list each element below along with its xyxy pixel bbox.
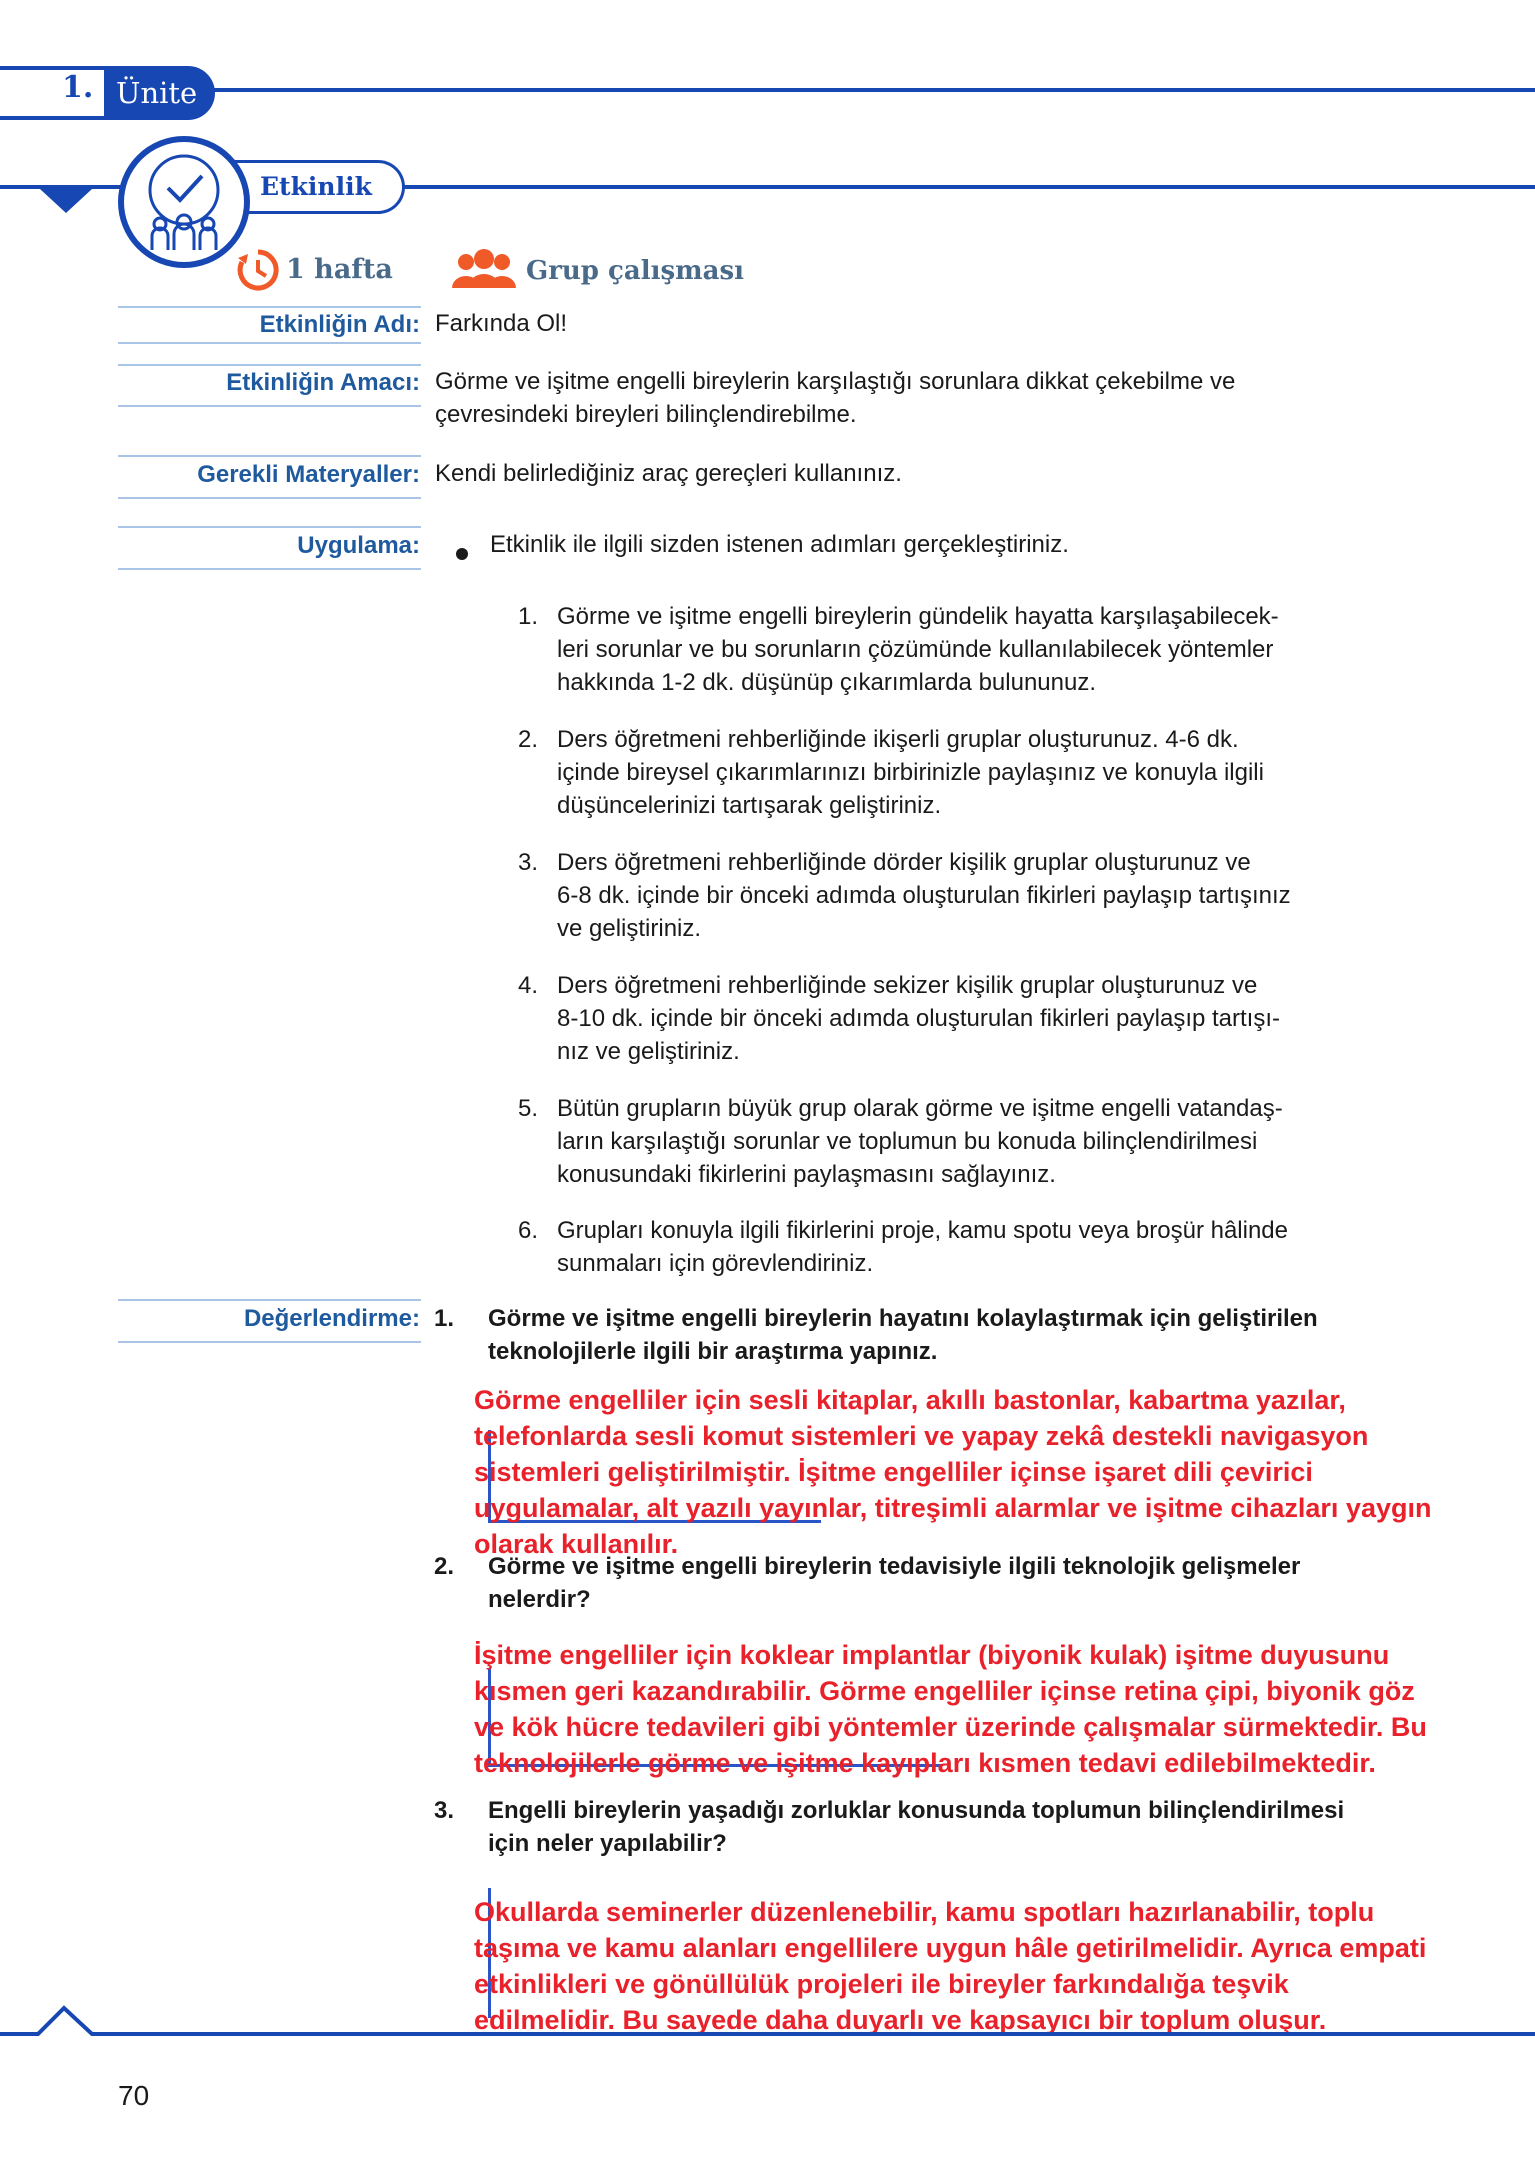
answer-line: Okullarda seminerler düzenlenebilir, kamu spotları hazırlanabilir, toplu: [474, 1897, 1375, 1927]
answer-line: teknolojilerle görme ve işitme kayıpları kısmen tedavi edilebilmektedir.: [474, 1748, 1376, 1778]
question-line: Görme ve işitme engelli bireylerin hayatını kolaylaştırmak için geliştirilen: [488, 1305, 1318, 1332]
footer-peak-icon: [0, 2000, 1535, 2040]
purpose-label: Etkinliğin Amacı:: [226, 369, 420, 396]
step-text: [557, 969, 1387, 1068]
materials-label: Gerekli Materyaller:: [197, 461, 420, 488]
purpose-value-line2: çevresindeki bireyleri bilinçlendirebilme.: [435, 401, 857, 428]
mode-text: Grup çalışması: [526, 256, 744, 286]
step-text: [557, 846, 1387, 945]
step-line: Grupları konuyla ilgili fikirlerini proje, kamu spotu veya broşür hâlinde: [557, 1217, 1289, 1244]
step-line: leri sorunlar ve bu sorunların çözümünde kullanılabilecek yöntemler: [557, 636, 1274, 663]
page-number: 70: [118, 2080, 150, 2111]
step-line: konusundaki fikirlerini paylaşmasını sağlayınız.: [557, 1161, 1056, 1188]
answer-line: edilmelidir. Bu sayede daha duyarlı ve kapsayıcı bir toplum oluşur.: [474, 2005, 1327, 2035]
rule: [118, 342, 421, 344]
question-line: Engelli bireylerin yaşadığı zorluklar konusunda toplumun bilinçlendirilmesi: [488, 1797, 1345, 1824]
step-line: içinde bireysel çıkarımlarınızı birbirinizle paylaşınız ve konuyla ilgili: [557, 759, 1264, 786]
step-text: [557, 1092, 1387, 1191]
step-number: 2.: [518, 726, 539, 753]
rule: [118, 364, 421, 366]
rule: [118, 1341, 421, 1343]
step-line: nız ve geliştiriniz.: [557, 1038, 740, 1065]
step-text: [557, 723, 1387, 822]
clock-icon: [236, 248, 280, 292]
question-text: [488, 1550, 1388, 1616]
step-line: sunmaları için görevlendiriniz.: [557, 1250, 874, 1277]
answer-line: telefonlarda sesli komut sistemleri ve yapay zekâ destekli navigasyon: [474, 1421, 1369, 1451]
step-line: ların karşılaştığı sorunlar ve toplumun bu konuda bilinçlendirilmesi: [557, 1128, 1258, 1155]
rule: [118, 497, 421, 499]
question-text: [488, 1302, 1388, 1368]
step-line: Görme ve işitme engelli bireylerin gündelik hayatta karşılaşabilecek-: [557, 603, 1279, 630]
header-rule-top: [200, 88, 1535, 92]
question-line: nelerdir?: [488, 1586, 591, 1613]
step-line: Bütün grupların büyük grup olarak görme ve işitme engelli vatandaş-: [557, 1095, 1283, 1122]
unit-label: Ünite: [104, 68, 214, 118]
answer-line: kısmen geri kazandırabilir. Görme engelliler içinse retina çipi, biyonik göz: [474, 1676, 1415, 1706]
answer-line: olarak kullanılır.: [474, 1529, 679, 1559]
question-number: 3.: [434, 1797, 455, 1824]
answer-line: uygulamalar, alt yazılı yayınlar, titreşimli alarmlar ve işitme cihazları yaygın: [474, 1493, 1432, 1523]
answer-line: etkinlikleri ve gönüllülük projeleri ile bireyler farkındalığa teşvik: [474, 1969, 1289, 1999]
answer-line: İşitme engelliler için koklear implantlar (biyonik kulak) işitme duyusunu: [474, 1640, 1390, 1670]
step-line: 6-8 dk. içinde bir önceki adımda oluşturulan fikirleri paylaşıp tartışınız: [557, 882, 1291, 909]
unit-number: 1.: [62, 70, 94, 105]
step-number: 5.: [518, 1095, 539, 1122]
rule: [118, 1299, 421, 1301]
step-line: Ders öğretmeni rehberliğinde sekizer kişilik gruplar oluşturunuz ve: [557, 972, 1258, 999]
question-line: Görme ve işitme engelli bireylerin tedavisiyle ilgili teknolojik gelişmeler: [488, 1553, 1301, 1580]
evaluation-label: Değerlendirme:: [243, 1305, 420, 1332]
application-intro: Etkinlik ile ilgili sizden istenen adımları gerçekleştiriniz.: [490, 531, 1069, 558]
step-number: 6.: [518, 1217, 539, 1244]
name-label: Etkinliğin Adı:: [259, 311, 420, 338]
question-number: 1.: [434, 1305, 455, 1332]
step-line: Ders öğretmeni rehberliğinde ikişerli gruplar oluşturunuz. 4-6 dk.: [557, 726, 1239, 753]
purpose-value-line1: Görme ve işitme engelli bireylerin karşılaştığı sorunlara dikkat çekebilme ve: [435, 368, 1236, 395]
group-clock-icon: [124, 142, 244, 262]
question-text: [488, 1794, 1388, 1860]
materials-value: Kendi belirlediğiniz araç gereçleri kullanınız.: [435, 460, 902, 487]
question-number: 2.: [434, 1553, 455, 1580]
bullet-dot: [456, 548, 468, 560]
rule: [118, 306, 421, 308]
answer-text: [474, 1382, 1514, 1562]
step-line: ve geliştiriniz.: [557, 915, 702, 942]
step-line: Ders öğretmeni rehberliğinde dörder kişilik gruplar oluşturunuz ve: [557, 849, 1251, 876]
step-line: düşüncelerinizi tartışarak geliştiriniz.: [557, 792, 942, 819]
step-text: [557, 600, 1387, 699]
activity-label: Etkinlik: [230, 160, 405, 214]
step-line: hakkında 1-2 dk. düşünüp çıkarımlarda bulununuz.: [557, 669, 1097, 696]
name-value: Farkında Ol!: [435, 310, 568, 337]
question-line: teknolojilerle ilgili bir araştırma yapınız.: [488, 1338, 938, 1365]
answer-line: sistemleri geliştirilmiştir. İşitme engelliler içinse işaret dili çevirici: [474, 1457, 1313, 1487]
rule: [118, 455, 421, 457]
step-number: 1.: [518, 603, 539, 630]
step-text: [557, 1214, 1387, 1280]
answer-line: Görme engelliler için sesli kitaplar, akıllı bastonlar, kabartma yazılar,: [474, 1385, 1346, 1415]
step-number: 3.: [518, 849, 539, 876]
rule: [118, 405, 421, 407]
answer-text: [474, 1637, 1514, 1781]
answer-line: ve kök hücre tedavileri gibi yöntemler üzerinde çalışmalar sürmektedir. Bu: [474, 1712, 1427, 1742]
question-line: için neler yapılabilir?: [488, 1830, 727, 1857]
step-line: 8-10 dk. içinde bir önceki adımda oluşturulan fikirleri paylaşıp tartışı-: [557, 1005, 1280, 1032]
activity-circle: [118, 136, 250, 268]
answer-line: taşıma ve kamu alanları engellilere uygun hâle getirilmelidir. Ayrıca empati: [474, 1933, 1427, 1963]
rule: [118, 568, 421, 570]
activity-arrow: [40, 189, 92, 213]
application-label: Uygulama:: [297, 532, 420, 559]
rule: [118, 526, 421, 528]
group-icon: [450, 248, 518, 292]
duration-text: 1 hafta: [286, 254, 393, 285]
step-number: 4.: [518, 972, 539, 999]
